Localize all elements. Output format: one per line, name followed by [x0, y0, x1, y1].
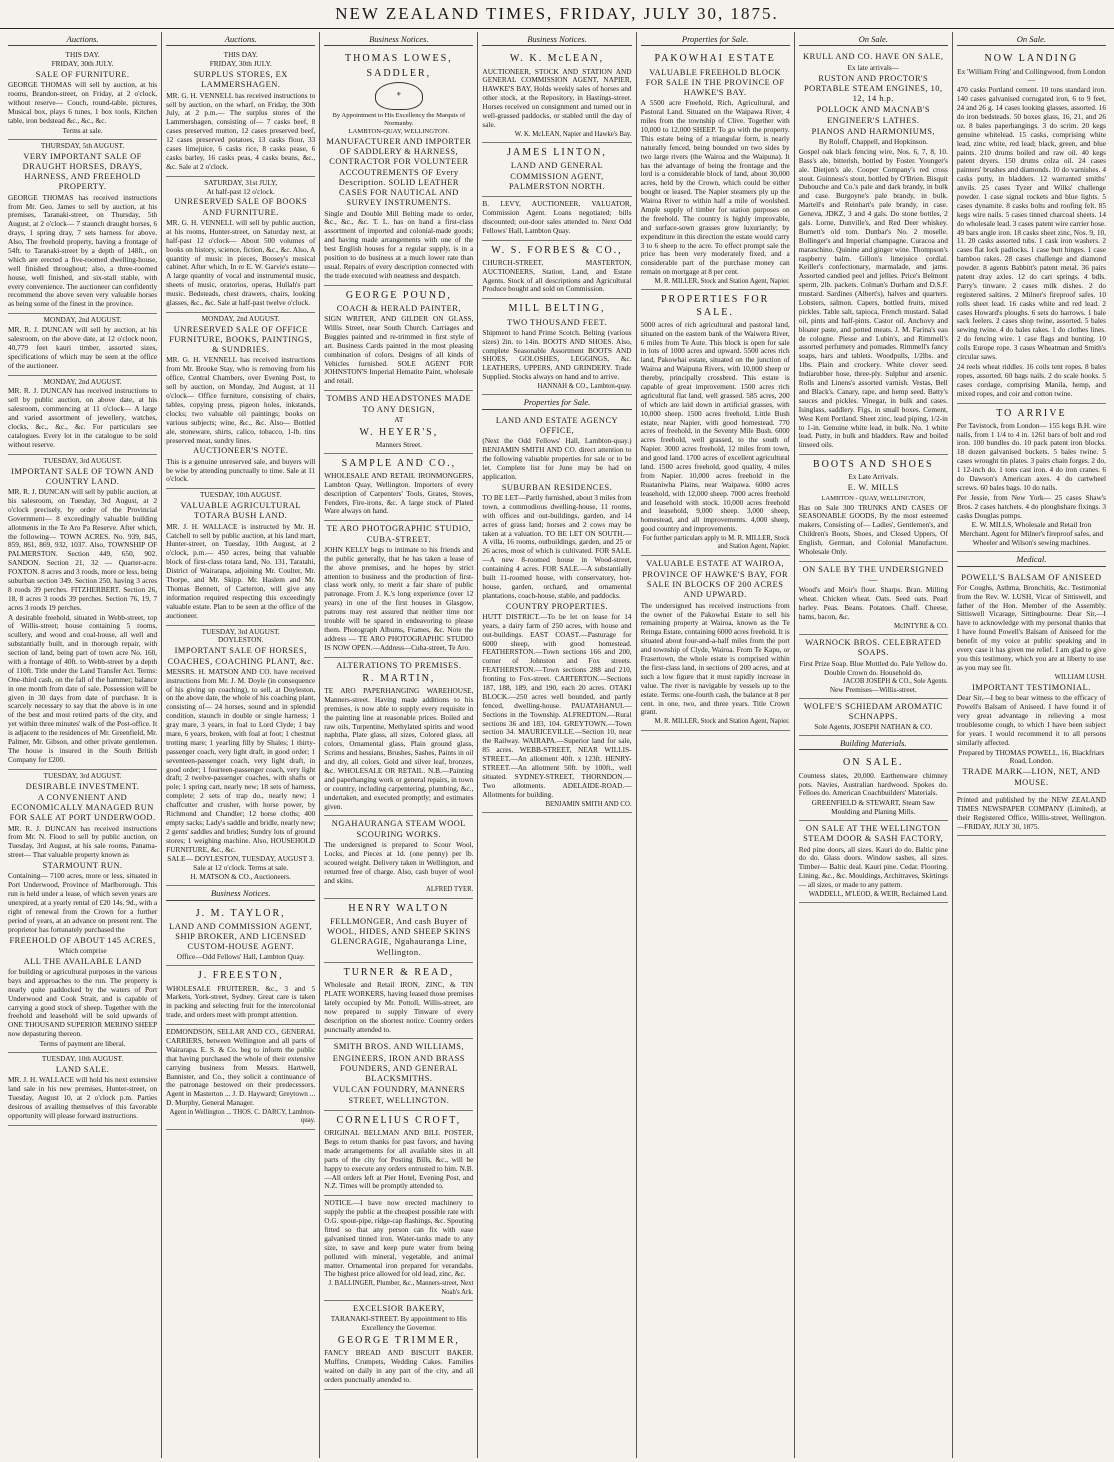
ad-date: TUESDAY, 10th AUGUST.: [200, 490, 282, 500]
ad-date: FRIDAY, 30th JULY.: [209, 59, 272, 69]
column-heading: Business Notices.: [324, 32, 473, 46]
ad-surplus-stores: [166, 49, 315, 176]
ad-item-1: RUSTON AND PROCTOR'S PORTABLE STEAM ENGINES, 10, 12, 14 h.p.: [803, 73, 943, 103]
ad-body: Has on Sale 300 TRUNKS AND CASES OF SEASONABLE GOODS, By the most esteemed makers, Consisting of— Ladies', Gentlemen's, and Children's Boots, Shoes, and Closed Uppers, Of English, German, and Colonial Manufacture. Wholesale Only.: [798, 502, 948, 556]
column-heading: Auctions.: [166, 32, 315, 46]
ad-body: MR. R. J. DUNCAN has received instructions to sell by public auction, on above date, at his salesroom, commencing at 11 o'clock— A large and varied assortment of jewellery, watches, clocks, &c., &c., &c. For particulars see catalogues. Every lot in the catalogue to be sold without reserve.: [8, 386, 158, 449]
ad-body: ENGINEERS, IRON AND BRASS FOUNDERS, AND GENERAL BLACKSMITHS.: [332, 1053, 465, 1084]
ad-freeston: [166, 966, 315, 1025]
ad-edmondson: [166, 1025, 315, 1130]
ad-body: MR. G. H. VENNELL has received instructions from Mr. Brooke Stay, who is removing from his office, Central Chambers, over Evening Post, to sell by auction, on Monday, 2nd August, at 11 o'clock— Office furniture, consisting of chairs, tables, copying press, pigeon holes, inkstands, clocks; two valuable oil paintings; books on various subjects; wine, &c., &c. Also— Bottled ale, stoneware, shirts, calico, tobacco, 1-lb. tins preserved meat, sundry lines.: [166, 355, 316, 445]
imprint-text: Printed and published by the NEW ZEALAND TIMES NEWSPAPER COMPANY (Limited), at their Registered Office, Willis-street, Wellington.—FRIDAY, JULY 30, 1875.: [956, 794, 1106, 831]
ad-title: EXCELSIOR BAKERY,: [353, 1303, 445, 1313]
ad-trade: COACH & HERALD PAINTER,: [336, 303, 461, 313]
ad-body: SIGN WRITER, AND GILDER ON GLASS, Willis Street, near South Church. Carriages and Buggies painted and re-trimmed in first style of art. Business Cards painted in the most pleasing combination of colors. Designs of all kinds of Vehicles furnished. SOLE AGENT FOR JOHNSTON'S Imperial Hematite Paint, wholesale and retail.: [324, 314, 474, 386]
ad-body: MR. J. H. WALLACE will hold his next extensive land sale in his new premises, Hunter-street, on Tuesday, August 10, at 2 o'clock p.m. Parties desirous of availing themselves of this favorable opportunity will please forward instructions.: [8, 1075, 158, 1120]
ad-name: HENRY WALTON: [348, 902, 450, 914]
ad-title: UNRESERVED SALE OF OFFICE FURNITURE, BOOKS, PAINTINGS, & SUNDRIES.: [169, 324, 313, 355]
masthead: [0, 0, 1114, 29]
column-heading: Properties for Sale.: [641, 32, 790, 46]
ad-photo-studio: [324, 521, 473, 657]
ad-body: WHOLESALE FRUITERER, &c., 3 and 5 Markets, York-street, Sydney. Great care is taken in packing and selecting fruit for the intercolonial trade, and orders meet with prompt attention.: [166, 983, 316, 1020]
section-heading: Properties for Sale.: [482, 395, 631, 409]
ad-body: MR. R. J. DUNCAN will sell by auction, at his salesroom, on the above date, at 12 o'clock noon, 40,779 feet kauri timber, assorted sizes, specifications of which may be seen at the office of the auctioneer.: [8, 325, 158, 370]
ad-ballinger: [324, 1196, 473, 1301]
ad-title: MILL BELTING,: [508, 303, 606, 315]
ad-body: Single and Double Mill Belting made to order, &c., &c., &c. T. L. has on hand a first-class assortment of imported and colonial-made goods; and having made arrangements with one of the best English houses for a regular supply, is in a position to do business at a much lower rate than usual. Repairs of every description connected with the trade executed with neatness and despatch.: [324, 208, 474, 280]
ad-signature: M. R. MILLER, Stock and Station Agent, Napier.: [654, 278, 790, 286]
ad-subtitle: TWO THOUSAND FEET.: [507, 317, 607, 327]
ad-warnock-soaps: [799, 635, 948, 698]
ad-list: Wood's and Moir's flour. Sharps. Bran. Milling wheat. Chicken wheat. Oats. Seed oats. Pearl barley. Peas. Beans. Potatoes. Chaff. Cheese, hams, bacon, &c.: [798, 585, 948, 622]
ad-place: DOYLESTON.: [217, 635, 264, 645]
ad-body: MR. J. H. WALLACE is instructed by Mr. H. Catchell to sell by public auction, at his land mart, Hunter-street, on Tuesday, 10th August, at 2 o'clock, p.m.— 450 acres, being that valuable block of first-class totara land, No. 131, Taratahi, District of Wairarapa, adjoining Mr. Coulter, Mr. Thorpe, and Mr. Skipp. Mr. Haslem and Mr. Thomas Bennett, of Carterton, will give any information required respecting this exceedingly valuable estate. Plan to be seen at the office of the auctioneer.: [166, 521, 316, 620]
ad-body: WHOLESALE AND RETAIL IRONMONGERS, Lambton Quay, Wellington. Importers of every description of Carpenters' Tools, Grates, Stoves, Fenders, Fire-irons, &c. A large stock of Plated Ware always on hand.: [324, 470, 474, 516]
ad-name: R. MARTIN,: [362, 672, 436, 684]
ad-signature: McINTYRE & CO.: [894, 622, 948, 630]
ad-body: B. LEVY, AUCTIONEER, VALUATOR, Commission Agent. Loans negotiated; bills discounted; out-door sales attended to. Next Odd Fellows' Hall, Lambton Quay.: [482, 199, 632, 235]
ad-signature: WILLIAM LUSH.: [1054, 673, 1106, 681]
ad-body: Wholesale and Retail IRON, ZINC, & TIN PLATE WORKERS, having leased those premises lately occupied by Mr. Pottoll, Willis-street, are now prepared to supply Tinware of every description on the shortest notice. Country orders punctually attended to.: [324, 980, 474, 1034]
ad-name: J. FREESTON,: [197, 970, 284, 982]
ad-title: LAND SALE.: [55, 1064, 110, 1074]
ad-signature: H. MATSON & CO., Auctioneers.: [190, 872, 291, 882]
ad-body: TE ARO PAPERHANGING WAREHOUSE, Manners-street. Having made additions to his premises, is now able to supply every requisite in the painting line at reasonable prices. Boiled and raw oils, Turpentine, Methylated spirits and wood naphtha, Plate glass, all sizes, Colored glass, all colors, Ornamental glass, Plain ground glass, Scrims and hessians, Brushes, Sashes, Paints in oil and dry, all colors, Gold and silver leaf, bronzes, &c. WHOLESALE OR RETAIL. N.B.—Painting and paperhanging work or general repairs, in town or country, including carpentering, plumbing, &c., undertaken, and executed promptly; and estimates given.: [324, 686, 474, 811]
column-5: [637, 32, 795, 1458]
ad-smith-bros: [324, 1039, 473, 1111]
ad-body: Per Tavistock, from London— 155 kegs B.H. wire nails, from 1 1/4 to 4 in. 1261 bars of bolt and rod iron. 100 bundles do. 10 pack patent iron blocks. 18 dozen galvanised buckets. 5 bales twine. 5 cases wrought tin plates. 3 pairs chain forges. 2 do, 1 12-inch do. 1 tons cast iron. 4 do iron cranes. 6 do Dawson's American axes. 4 do cartwheel screws. 60 bales bags. 10 do nails.: [956, 420, 1106, 492]
ad-forbes: [482, 241, 631, 300]
ad-mill-belting: [482, 299, 631, 395]
ad-body: The undersigned is prepared to Scour Wool, Locks, and Pieces at 1d. (one penny) per lb. scoured weight. Delivery taken in Wellington, and returned free of charge. Also, cash buyer of wool and skins.: [324, 839, 474, 885]
column-2: [162, 32, 320, 1458]
ad-body: TARANAKI-STREET. By appointment to His Excellency the Governor.: [330, 1314, 467, 1333]
imprint: [957, 793, 1106, 837]
ad-title: VALUABLE ESTATE AT WAIROA,: [646, 558, 785, 568]
ad-greenfield: [799, 753, 948, 821]
ad-pakowhai-estate: [641, 49, 790, 290]
ad-title: PROPERTIES FOR SALE.: [661, 294, 770, 318]
ad-thomas-lowes: [324, 49, 473, 285]
ad-body: FELLMONGER, And cash Buyer of WOOL, HIDES, AND SHEEP SKINS GLENCRAGIE, Ngahauranga Line, Wellington.: [327, 916, 471, 957]
ad-body: AUCTIONEER, STOCK AND STATION AND GENERAL COMMISSION AGENT, NAPIER, HAWKE'S BAY, Holds weekly sales of horses and other stock, at the Repository, in Hastings-street. Horses received on consignment and turned out in well-grassed paddocks, or stabled until the day of sale.: [482, 66, 632, 129]
ad-mclean: [482, 49, 631, 143]
ad-name: CORNELIUS CROFT,: [336, 1114, 462, 1126]
ad-name: GEORGE TRIMMER,: [337, 1334, 460, 1346]
ad-turner-read: [324, 963, 473, 1040]
ad-note-body: This is a genuine unreserved sale, and buyers will be wise by attending punctually to time. Sale at 11 o'clock.: [166, 456, 316, 484]
column-1: [4, 32, 162, 1458]
ad-title: WARNOCK BROS. CELEBRATED SOAPS.: [805, 638, 942, 658]
ad-title: WOLFE'S SCHIEDAM AROMATIC SCHNAPPS.: [803, 701, 943, 721]
ad-cornelius-croft: [324, 1111, 473, 1196]
ad-properties-for-sale: [641, 290, 790, 555]
ad-body: GEORGE THOMAS has received instructions from Mr. Geo. James to sell by auction, at his premises, Taranaki-street, on Thursday, 5th August, at 2 o'clock— 7 staunch draught horses, 6 drays, 1 spring dray, 7 sets harness for above. Also, The freehold property, having a frontage of 54ft. to Taranaki-street by a depth of 148ft., on which are erected a five-roomed dwelling-house, well finished throughout; also, a three-roomed house, well finished, and six-stall stable, with every convenience. The auctioneer can confidently recommend the above seven very valuable horses as being some of the finest in the province.: [8, 192, 158, 309]
ad-body-2: FANCY BREAD AND BISCUIT BAKER. Muffins, Crumpets, Wedding Cakes. Families waited on daily in any part of the city, and all orders punctually attended to.: [324, 1348, 474, 1384]
ad-important: IMPORTANT TESTIMONIAL.: [971, 682, 1091, 692]
ad-signature: BENJAMIN SMITH AND CO.: [545, 800, 632, 808]
ad-title: NGAHAURANGA STEAM WOOL SCOURING WORKS.: [331, 819, 466, 839]
ad-body: (Next the Odd Fellows' Hall, Lambton-quay.) BENJAMIN SMITH AND CO. direct attention to the following valuable properties for sale or to be let. Complete list for June may be had on application.: [482, 436, 632, 481]
ad-subtitle: Ex late arrivals—: [847, 62, 899, 72]
ad-title: UNRESERVED SALE OF BOOKS AND FURNITURE.: [174, 197, 308, 217]
ad-books-furniture: [166, 177, 315, 313]
ad-body: EDMONDSON, SELLAR AND CO., GENERAL CARRIERS, between Wellington and all parts of Wairarapa. E. S. & Co. beg to inform the public that having purchased the whole of their extensive carrying business from Messrs. Hartwell, Bannister, and Co., they solicit a continuance of the patronage bestowed on their predecessors. Agent in Masterton ... J. D. Hayward; Greytown ... D. Murphy, General Manager.: [166, 1027, 316, 1108]
ad-date: TUESDAY, 3rd AUGUST.: [43, 770, 122, 780]
ad-excelsior-bakery: [324, 1301, 473, 1390]
ad-title: KRULL AND CO. HAVE ON SALE,: [803, 52, 944, 62]
ad-list: First Prize Soap. Blue Mottled do. Pale Yellow do. Double Crown do. Household do.: [799, 658, 948, 677]
ad-name: SMITH BROS. AND WILLIAMS,: [333, 1042, 464, 1052]
ad-terms: Terms of payment are liberal.: [39, 1039, 126, 1049]
ad-doyleston-horses: [166, 626, 315, 887]
ad-henry-walton: [324, 899, 473, 963]
ad-jewellery: [8, 376, 157, 455]
ad-james-linton: [482, 143, 631, 197]
ad-subtitle: Ex 'William Fring' and Collingwood, from London—: [957, 66, 1106, 85]
ad-name: W. HEYER'S,: [359, 426, 439, 438]
ad-body: Countess slates, 20,000. Earthenware chimney pots. Navies, Australian hardwood. Spokes do. Felloes do. American Coachbuilders' Materials.: [798, 770, 948, 798]
ad-list-2: 24 reels wheat riddles. 16 coils tent ropes. 8 bales ropes, assorted. 60 bags nails. 2 do scale hooks. 5 cases cordage, comprising Manila, hemp, and mixed ropes, and coir and cotton twine.: [956, 361, 1106, 398]
ad-office: Office—Odd Fellows' Hall, Lambton Quay.: [176, 952, 305, 962]
ad-property-name: STARMOUNT RUN.: [42, 861, 123, 871]
ad-title: ON SALE BY THE UNDERSIGNED—: [802, 564, 944, 585]
ad-name: GEORGE POUND,: [345, 289, 452, 301]
ad-day: THIS DAY.: [65, 50, 100, 60]
ad-subtitle: Ex Late Arrivals.: [848, 472, 899, 482]
masthead-title: NEW ZEALAND TIMES, FRIDAY, JULY 30, 1875.: [335, 4, 779, 23]
ad-sub-heading-2: COUNTRY PROPERTIES.: [505, 601, 609, 611]
ad-date: FRIDAY, 30th JULY.: [51, 59, 114, 69]
column-heading: Business Notices.: [482, 32, 631, 46]
ad-name: THOMAS LOWES,: [345, 53, 453, 65]
column-6: [795, 32, 953, 1458]
ad-boots-shoes: [799, 455, 948, 562]
ad-signature: HANNAH & CO., Lambton-quay.: [537, 383, 632, 391]
ad-body: LAND AND COMMISSION AGENT, SHIP BROKER, AND LICENSED CUSTOM-HOUSE AGENT.: [169, 921, 313, 952]
ad-body: Shipment to hand Prime Scotch. Belting (various sizes) 2in. to 14in. BOOTS AND SHOES. Also, complete Seasonable Assortment BOOTS AND SHOES, GOLOSHES, LEGGINGS, &c. LEATHERS, UPPERS, AND GRINDERY. Trade Supplied. Stocks always on hand and to arrive.: [482, 327, 632, 382]
ad-trade: SADDLER,: [366, 67, 432, 79]
ad-day: THIS DAY.: [223, 50, 258, 60]
ad-list: TO BE LET—Partly furnished, about 3 miles from town, a commodious dwelling-house, 11 rooms, with offices and out-buildings, garden, and 14 acres of grass land; horses and 2 cows may be taken at a valuation. TO BE LET ON SOUTH.—A villa, 16 rooms, outbuildings, garden, and 25 or 26 acres, most of which is cultivated. FOR SALE.—A new 8-roomed house in Wood-street, containing 4 acres. FOR SALE.—A substantially built 11-roomed house, with conservatory, hot-house, garden, orchard, and ornamental plantations, coach-house, stable, and paddocks.: [482, 492, 632, 600]
ad-date: THURSDAY, 5th AUGUST.: [40, 140, 125, 150]
ad-title: TOMBS AND HEADSTONES MADE TO ANY DESIGN,: [326, 394, 472, 414]
ad-date: SATURDAY, 31st JULY,: [204, 177, 278, 187]
ad-body: GEORGE THOMAS will sell by auction, at his rooms, Brandon-street, on Friday, at 2 o'clock, without reserve— Couch, round-table, pictures, Musical box, plays 6 tunes, 1 box tools, Kitchen table, iron bedstead &c., &c., &c.: [8, 80, 158, 125]
ad-name: J. M. TAYLOR,: [195, 907, 286, 919]
ad-signature: Sole Agents, JOSEPH NATHAN & CO.: [814, 722, 933, 732]
ad-signature: J. BALLINGER, Plumber, &c., Manners-street, Next Noah's Ark.: [328, 1280, 474, 1296]
ad-draught-horses: [8, 140, 157, 314]
ad-date: TUESDAY, 3rd AUGUST.: [43, 455, 122, 465]
ad-name: TURNER & READ,: [343, 966, 455, 978]
ad-item-2: POLLOCK AND MACNAB'S ENGINEER'S LATHES.: [816, 105, 930, 125]
ad-name: W. S. FORBES & CO.,: [491, 244, 623, 256]
ad-wolfe-schnapps: [799, 699, 948, 736]
ad-address: LAMBTON - QUAY, WELLINGTON,: [821, 494, 926, 502]
ad-body-3: for building or agricultural purposes in the various bays and approaches to the run. The property is nearly quite paddocked by the waters of Port Underwood and Cook Strait, and is capable of carrying a good stock of sheep. Together with the freehold and leasehold will be sold upwards of ONE THOUSAND SUPERIOR MERINO SHEEP now depasturing thereon.: [8, 967, 158, 1039]
ad-title: SALE OF FURNITURE.: [35, 70, 130, 80]
ad-wairoa-estate: [641, 556, 790, 731]
ad-agent: Agent in Wellington ... THOS. C. DARCY, Lambton-quay.: [169, 1109, 316, 1125]
ad-r-martin: [324, 658, 473, 817]
ad-name: SAMPLE AND CO.,: [341, 457, 457, 469]
ad-list: Red pine doors, all sizes. Kauri do do. Baltic pine do do. Glass doors. Window sashes, all sizes. Timber— Baltic deal. Kauri pine. Cedar. Flooring. Lining, &c., &c. Mouldings, Architraves, Skirtings — all sizes, or made to any pattern.: [798, 844, 948, 890]
ad-title: TE ARO PHOTOGRAPHIC STUDIO, CUBA-STREET.: [326, 524, 472, 544]
ad-time: At half-past 12 o'clock.: [206, 186, 275, 196]
ad-title: MANUFACTURER AND IMPORTER OF SADDLERY & HARNESS, CONTRACTOR FOR VOLUNTEER ACCOUTREMENTS OF Every Description. SOLID LEATHER CASES FOR NAUTICAL AND SURVEY INSTRUMENTS.: [326, 136, 472, 208]
ad-title: NOW LANDING: [984, 53, 1079, 65]
ad-body: 5000 acres of rich agricultural and pastoral land, situated on the eastern bank of the Waiwera River, 6 miles from Te Aute. This block is open for sale in lots of 1000 acres and upward. 5500 acres rich land, Pakowhai estate, situated on the junction of Wairoa and Waipuna Rivers, with 10,000 sheep or thereby, principally crossbred. This estate is capable of great improvement. 1500 acres rich agricultural flat land, well grassed. 585 acres, 200 of which are laid down in artificial grasses, with 10,000 sheep. 1500 acres freehold, Little Bush estate, near Napier, with good homestead. 770 acres of freehold, in the Seventy Mile Bush. 6000 acres freehold, well grassed, to the south of Napier. 3000 acres freehold, 12 miles from town, and good land. 1700 acres of excellent agricultural land. 1500 acres freehold, good quality, 4 miles from Napier. 10,000 acres freehold in the Ruataniwha Plains, near Waipawa. 6000 acres leasehold, with 12,000 sheep. 7000 acres freehold and leasehold with stock. 10,000 acres freehold and leasehold, 9,000 sheep. 3,000 sheep, homestead, and all improvements. 4,000 sheep, good country and improvements.: [640, 319, 790, 534]
royal-arms-icon: ⚜: [375, 82, 423, 110]
ad-signature: ALFRED TYER.: [425, 886, 474, 894]
section-heading: Business Notices.: [166, 886, 315, 900]
ad-title: VALUABLE AGRICULTURAL TOTARA BUSH LAND.: [180, 501, 301, 521]
ad-door-sash-factory: [799, 821, 948, 903]
ad-address: New Premises—Willis-street.: [829, 684, 917, 694]
ad-title: IMPORTANT SALE OF HORSES, COACHES, COACHING PLANT, &c.: [167, 646, 314, 666]
ad-works: VULCAN FOUNDRY, MANNERS STREET, WELLINGTON.: [332, 1085, 466, 1105]
ad-b-levy: [482, 197, 631, 241]
ad-body: MR. R. J. DUNCAN has received instructions from Mr. N. Flood to sell by public auction, on Tuesday, 3rd August, at his sale rooms, Panama-street— That valuable property known as: [8, 823, 158, 860]
ad-body-2: A desirable freehold, situated in Webb-street, top of Willis-street; house containing 5 rooms, scullery, and wood and coal-house, all well and substantially built, and in thorough repair, with section of land, being part of town acre No. 160, with a frontage of 40ft. to Webb-street by a depth of 110ft. Title under the Land Transfer Act. Terms: One-third cash, on the fall of the hammer; balance in one month from date of sale. Possession will be given in 30 days from date of purchase. It is scarcely necessary to say that the above is in one of the best and most retired parts of the city, and yet within three minutes' walk of the Post-office. It is adjacent to the residences of Mr. Greenfield, Mr. Palmer, Mr. Gibson, and other private gentlemen. The house is insured in the South British Company for £200.: [8, 612, 158, 764]
ad-town-country-land: [8, 455, 157, 770]
ad-note-title: AUCTIONEER'S NOTE.: [193, 446, 289, 456]
ad-body: CHURCH-STREET, MASTERTON, AUCTIONEERS, Station, Land, and Estate Agents. Stock of all descriptions and Agricultural Produce bought and sold on Commission.: [482, 257, 632, 294]
ad-list: 470 casks Portland cement. 10 tons standard iron. 140 cases galvanised corrugated iron, 6 to 9 feet, 24 and 26 g. 14 cases looking glasses, assorted. 16 do iron bedsteads. 50 boxes glass, 16, 21, and 26 oz. 8 bales paperhangings. 3 do scrim. 20 kegs genuine whitelead. 15 casks, comprising white lead, zinc white, red lead; black, green, and blue paints. 210 drums boiled and raw oil. 40 kegs patent dryers. 150 drums colza oil. 24 cases painters' brushes and diamonds. 10 do varnishes. 4 casks putty, in bladders. 12 warranted smiths' anvils. 25 cases Tyzer and Wilks' challenge powder. 1 case signal rockets and blue lights. 5 cases dynamite. 8 casks bolts and roofing felt. 85 kegs wire nails. 5 cases tinned charcoal sheets. 14 do wholesale lead. 3 cases patent wire carrier hose. 49 bars angle iron. 18 casks sheet zinc, Nos. 9, 10, 11. 20 casks assorted tubs. 1 cask iron washers. 2 cases flat lock padlocks. 1 case butt hinges. 1 case bamboo rakes. 28 cases challenge and diamond powder. 8 agents Babbitt's patent metal. 36 pairs patent dray axles. 12 do cart springs. 4 bdls. Parry's tinware. 2 cases milk dishes. 2 do registered saltires. 2 Milner's fireproof safes. 10 rolls sheet lead. 16 casks white and red lead. 2 cases Howard's ploughs. 6 sets do harrows. 1 bale sack feelers. 2 cases shop twine, assorted. 5 bales sewing twine. 4 do bales rakes. 1 do clothes lines. 2 do fencing wire. 1 case flags and bunting. 10 coils Europe rope. 3 cases Wheatman and Smith's circular saws.: [956, 85, 1106, 362]
ad-body: For Coughs, Asthma, Bronchitis, &c. Testimonial from the Rev. W. LUSH, Vicar of Sittiswell, and father of the Hon. Member of the Assembly. Sittiswell Vicarage, Sittingbourne. Dear Sir,—I have to acknowledge with my personal thanks that I have found Powell's Balsam of Aniseed for the benefit of my voice at public speaking and in every case it has given me relief. I am glad to give you this testimony, which you are at liberty to use as you may see fit.: [956, 582, 1106, 672]
ad-subtitle: VALUABLE FREEHOLD BLOCK FOR SALE IN THE PROVINCE OF HAWKE'S BAY.: [645, 67, 785, 98]
ad-date: MONDAY, 2nd AUGUST.: [201, 313, 280, 323]
ad-body: MR. G. H. VENNELL will sell by public auction, at his rooms, Hunter-street, on Saturday next, at half-past 12 o'clock— About 500 volumes of books on history, science, fiction, &c., &c. Also, A quantity of music in pieces, Boosey's musical cabinet. After which, In re E. W. Garvie's estate— A large quantity of vocal and instrumental music, sheets of music, oratorios, operas, Hullah's part music. Bedsteads, chest drawers, chairs, looking glasses, &c., &c. Sale at half-past twelve o'clock.: [166, 217, 316, 307]
ad-sale-of-furniture: [8, 49, 157, 139]
ad-title: ON SALE AT THE WELLINGTON STEAM DOOR & SASH FACTORY,: [803, 824, 944, 844]
section-heading: Building Materials.: [799, 736, 948, 750]
ad-desirable-investment: [8, 770, 157, 1053]
ad-body: LAND AND GENERAL COMMISSION AGENT, PALMERSTON NORTH.: [509, 161, 605, 191]
ad-wool-scouring: [324, 816, 473, 898]
ad-name: JAMES LINTON,: [507, 147, 607, 159]
ad-name: W. K. McLEAN,: [509, 53, 605, 65]
ad-signature: W. K. McLEAN, Napier and Hawke's Bay.: [514, 130, 632, 138]
ad-date: MONDAY, 2nd AUGUST.: [43, 315, 122, 325]
ad-signature: JACOB JOSEPH & CO., Sole Agents.: [842, 677, 948, 685]
column-4: [478, 32, 636, 1458]
column-7: [953, 32, 1110, 1458]
ad-sub-heading: SUBURBAN RESIDENCES.: [501, 482, 613, 492]
ad-signature: WADDELL, M'LEOD, & WEIR, Reclaimed Land.: [808, 891, 948, 899]
ad-signature: E. W. MILLS, Wholesale and Retail Iron Merchant. Agent for Milner's fireproof safes, and Wheeler and Wilson's sewing machines.: [959, 520, 1104, 548]
ad-title: TO ARRIVE: [996, 407, 1067, 419]
ad-at: AT: [394, 414, 404, 424]
ad-title: LAND AND ESTATE AGENCY OFFICE,: [495, 415, 619, 435]
ad-signature: M. R. MILLER, Stock and Station Agent, Napier.: [654, 718, 790, 726]
ad-body-2: Dear Sir,—I beg to bear witness to the efficacy of Powell's Balsam of Aniseed. I have found it of very great advantage in relieving a most troublesome cough, to which I have been subject for years. I would recommend it to all persons similarly affected.: [956, 693, 1106, 747]
ad-list: Gospel oak black fencing wire, Nos. 6, 7, 8, 10. Bass's ale, bitterish, bottled by Foster. Younger's ale. Dietjen's ale. Cooper Company's red cross stout. Guinness's stout, bottled by O'Brien. Bisquit Dubouche and Co.'s pale and dark brandy, in bulk and case. Burgoyne's pale brandy, in bulk. Martell's and Reinhart's pale brandy, in case. Geneva, JDKZ, 3 and 4 gals. Do stone bottles, 2 gals. Lorne, Dunville's, and Red Deer whiskey. Burnett's old tom. Dunbar's No. 2 moselle. Bollinger's and Imperial champagne. Curacoa and maraschino. Quinine and ginger wine. Thompson's raspberry balm. Gillon's limejuice cordial. Keiller's confectionary, marmalade, and jams. Assorted candied peel and jellies. Price's Belmont sperm, 2lb. packets. Colman's Durham and D.S.F. mustard. Sardines (Albert's), halves and quarters. Lobsters, salmon. Capers, bottled fruits, mixed pickles. Table salt, tapioca, French mustard. Salad oil, pints and half-pints. Castor oil. Anchovy and bloater paste, and potted meats. J. M. Farina's eau de cologne. Piesse and Lubin's, and Rimmell's assorted perfumery and pomades. Rimmell's fancy soaps, bars and tablets. Woodpulls, 1/2lbs. and 1lbs. Plain and crockery. White clover seed. Indiarubber hose, three-ply. Sulphur and arsenic. Rolls and Linens's assorted varnish. Vestas, Bell and Black's. Canary, rape, and hemp seed. Batty's sauces and pickles. Vinegar, in bulk and cases. Isinglass, saddlery. Figs, in small boxes. Cement, West Kent Portland. Sheet zinc, lead piping, 1/2-in to 1-in. Genuine white lead, in bulk. No. 1 white lead. Putty, in bulk and bladders. Raw and boiled linseed oils.: [798, 146, 948, 450]
ad-george-pound: [324, 286, 473, 392]
ad-title: VERY IMPORTANT SALE OF DRAUGHT HORSES, DRAYS, HARNESS, AND FREEHOLD PROPERTY.: [22, 151, 143, 192]
ad-sample-co: [324, 454, 473, 522]
ad-krull: [799, 49, 948, 455]
ad-address: Manners Street.: [375, 439, 422, 449]
ad-body: MESSRS. H. MATSON AND CO. have received instructions from Mr. J. M. Doyle (in consequence of his giving up coaching), to sell, at Doyleston, on the above date, the whole of his coaching plant, consisting of— 24 horses, sound and in splendid condition, staunch in double or single harness; 1 gray mare, 3 years, in foal to Lord Clyde; 1 bay mare, 6 years, broken, with foal at foot; 1 chestnut trotting mare; 1 yearling filly by Shales; 1 thirty-passenger coach, very light draft, in good order; 1 seventeen-passenger coach, very light draft, in good order; 1 fourteen-passenger coach, very light draft; 2 twelve-passenger coaches, with shafts or pole; 1 spring cart, nearly new; 18 sets of harness, complete; 2 sets of trap do., nearly new; 1 chaffcutter and crusher, with horse power, by Richmond and Chandler; 12 horse cloths; 400 empty sacks; Lady's saddle and bridle, nearly new; 2 gents' saddles and bridles; Sundry lots of ground stores; 1 weighing machine. Also, HOUSEHOLD FURNITURE, &c., &c.: [166, 666, 316, 854]
ad-title: IMPORTANT SALE OF TOWN AND COUNTRY LAND.: [11, 466, 155, 486]
ad-mcintyre: [799, 562, 948, 635]
ad-date: TUESDAY, 10th AUGUST.: [41, 1054, 124, 1064]
ad-body: ORIGINAL BELLMAN AND BILL POSTER, Begs to return thanks for past favors, and having made arrangements for all available sites in all parts of the city for Posting Bills, &c., will be happy to execute any orders entrusted to him. N.B.—All orders left at Pier Hotel, Evening Post, and N.Z. Times will be promptly attended to.: [324, 1128, 474, 1191]
ad-body: A 5500 acre Freehold, Rich, Agricultural, and Pastoral Land. Situated on the Waipawa River, 4 miles from the township of Clive. Together with 10,000 to 12,000 SHEEP. To go with the property. This estate being of a triangular form, is nearly naturally fenced, being bounded on two sides by two large rivers (the Wairoa and the Waipuna). It has the advantage of being the frontage and the lord is a considerable block of land, about 30,000 acres, held by the Crown, which could be either bought or leased. The Napier steamers ply up the Wairoa River to within half a mile of woolshed. Ample supply of timber for station purposes on the freehold. The country is highly improvable, and surface-sown grasses grow luxuriantly; by expenditure in this direction the estate would carry 3 to 6 sheep to the acre. To effect prompt sale the price has been very moderately fixed, and a considerable part of the purchase money can remain on mortgage at 8 per cent.: [640, 98, 790, 277]
ad-address: LAMBTON-QUAY, WELLINGTON.: [348, 127, 450, 135]
columns: [4, 32, 1110, 1458]
ad-title: SURPLUS STORES, EX LAMMERSHAGEN.: [193, 70, 288, 90]
column-heading: On Sale.: [957, 32, 1106, 46]
ad-body: MR. R. J. DUNCAN will sell by public auction, at his salesroom, on Tuesday, 3rd August, at 2 o'clock precisely, by order of the Provincial Government— 8 exceedingly valuable building allotments in the Te Aro Pa Reserve. After which, the following— TOWN ACRES. No. 939, 845, 859, 861, 869, 932, 1037. Also, TOWNSHIP OF PALMERSTON. Section 449, 650, 902. SANDON. Section 21, 32 — Quarter-acre. FOXTON. 8 acres and 3 roods, more or less, being suburban section 349. Section 250, having 3 acres 8 roods 39 perches. FITZHERBERT. Section 26, 18, 8 acres 3 roods 39 perches. Section 76, 19, 7 acres 3 roods 19 perches.: [8, 487, 158, 612]
ad-freehold: FREEHOLD OF ABOUT 145 ACRES,: [9, 935, 156, 945]
ad-title: ALTERATIONS TO PREMISES.: [336, 660, 462, 670]
ad-which: Which comprise: [58, 945, 107, 955]
ad-item-3: PIANOS AND HARMONIUMS,: [811, 126, 935, 136]
ad-office-furniture: [166, 313, 315, 489]
ad-title: BOOTS AND SHOES: [812, 459, 934, 471]
ad-body: MR. G. H. VENNELL has received instructions to sell by auction, on the wharf, on Friday, the 30th July, at 2 p.m.— The surplus stores of the Lammershagen, consisting of— 7 casks beef, 8 cases preserved mutton, 12 cases preserved beef, 12 cases preserved potatoes, 13 casks flour, 33 cases limejuice, 6 casks rice, 8 casks pease, 6 casks barley, 16 casks peas, 4 casks beans, &c., &c. Sale at 2 o'clock.: [166, 90, 316, 171]
ad-body: NOTICE.—I have now erected machinery to supply the public at the cheapest possible rate with O.G. spout-pipe, ridge-cap flashings, &c. Spouting fitted so that any person can fix with ease galvanised tinned iron. Water-tanks made to any size, to save and keep pure water from being polluted with mineral, vegetable, and animal matter. Ornamental iron prepared for verandahs. The highest price allowed for old lead, zinc, &c.: [324, 1198, 474, 1279]
ad-body: JOHN KELLY begs to intimate to his friends and the public generally, that he has taken a lease of the above premises, and he hopes by strict attention to business and the production of first-class work only, to merit a fair share of public patronage. From J. K.'s long experience (over 12 years) in one of the first houses in Glasgow, patrons may rest assured that neither time nor trouble will be spared in endeavoring to please them. Photograph Albums, Frames, &c. Note the address — TE ARO PHOTOGRAPHIC STUDIO IS NOW OPEN.—Address—Cuba-street, Te Aro.: [324, 544, 474, 652]
ad-to-arrive: [957, 404, 1106, 553]
ad-date: TUESDAY, 3rd AUGUST.: [201, 626, 280, 636]
ad-signature: For further particulars apply to M. R. MILLER, Stock and Station Agent, Napier.: [642, 535, 790, 551]
ad-now-landing: [957, 49, 1106, 403]
ad-title: PAKOWHAI ESTATE: [654, 53, 776, 65]
ad-tombs: [324, 391, 473, 453]
column-3: [320, 32, 478, 1458]
column-heading: On Sale.: [799, 32, 948, 46]
ad-land-sale: [8, 1053, 157, 1126]
ad-estate-agency: [482, 413, 631, 813]
ad-date: MONDAY, 2nd AUGUST.: [43, 376, 122, 386]
ad-subtitle: A CONVENIENT AND ECONOMICALLY MANAGED RUN FOR SALE AT PORT UNDERWOOD.: [9, 792, 156, 823]
ad-title: ON SALE.: [843, 757, 904, 769]
ad-available-land: ALL THE AVAILABLE LAND: [23, 956, 142, 966]
ad-powells-balsam: [957, 570, 1106, 793]
ad-subtitle: PROVINCE OF HAWKE'S BAY, FOR SALE IN BLOCKS OF 200 ACRES AND UPWARD.: [642, 569, 789, 600]
ad-taylor: [166, 904, 315, 967]
ad-appointment: By Appointment to His Excellency the Marquis of Normanby.: [332, 111, 466, 127]
ad-list-2: HUTT DISTRICT.—To be let on lease for 14 years, a dairy farm of 250 acres, with house and out-buildings. EAST COAST.—Pasturage for 6000 sheep, with good homestead. FEATHERSTON.—Town sections 166 and 200, corner of Johnston and Fox streets. FEATHERSTON.—Town sections 288 and 210, fronting to Fox-street. CARTERTON.—Sections 187, 188, 189, and 190, each 20 acres. OTAKI BLOCK.—250 acres well bounded, and partly fenced, dwelling-house. PAUATAHANUI.—Sections in the Township. ALFREDTON.—Rural sections 36 and 183, 104. GREYTOWN.—Town section 34. MAURICEVILLE.—Section 10, near the Railway. WAIRAPA.—Superior land for sale, 85 acres. WEBB-STREET, NEAR WILLIS-STREET.—An allotment 40ft. x 123ft. HENRY-STREET.—An allotment 50ft. by 100ft., well situated. SYDNEY-STREET, THORNDON.—Two allotments. ADELAIDE-ROAD.—Allotments for building.: [482, 611, 632, 799]
ad-kauri-timber: [8, 314, 157, 375]
ad-sale-info: SALE— DOYLESTON, TUESDAY, AUGUST 3. Sale at 12 o'clock. Terms at sale.: [167, 854, 315, 873]
section-heading: Medical.: [957, 552, 1106, 566]
ad-trade-mark: TRADE MARK—LION, NET, AND MOUSE.: [962, 767, 1101, 787]
ad-terms: Terms at sale.: [62, 125, 103, 135]
ad-body-2: Per Jessie, from New York— 25 cases Shaw's Bros. 2 cases hatchets. 4 do ploughshare fixings. 3 casks Douglas pumps.: [956, 492, 1106, 520]
ad-signature: GREENFIELD & STEWART, Steam Saw Moulding and Planing Mills.: [811, 798, 935, 817]
ad-item-4: By Roloff, Chappell, and Hopkinson.: [818, 137, 928, 146]
ad-title: DESIRABLE INVESTMENT.: [25, 781, 140, 791]
ad-name: E. W. MILLS: [847, 483, 899, 493]
ad-body: The undersigned has received instructions from the owner of the Pakowhai Estate to sell his remaining property at Wairoa, known as the Te Reinga Estate, containing 6000 acres freehold. It is situated about four-and-a-half miles from the port and township of Clyde, Wairoa. From Te Kapu, or Frasertown, the whole estate is comprised within the first-class land, in sections of 200 acres, and at such a low figure that it must rapidly increase in value. The river is navigable by vessels up to the estate. Terms: one-fourth cash, the balance at 8 per cent. in one, two, and three years. Title Crown grant.: [640, 600, 790, 717]
ad-title: POWELL'S BALSAM OF ANISEED: [961, 572, 1102, 582]
ad-body-2: Containing— 7100 acres, more or less, situated in Port Underwood, Province of Marlborough. This run is held under a lease, of which seven years are unexpired, at a yearly rental of £20 14s. 9d., with a right of renewal from the Crown for a further period of years, at an advance on present rent. The proprietor has fortunately purchased the: [8, 871, 158, 934]
column-heading: Auctions.: [8, 32, 157, 46]
ad-prepared: Prepared by THOMAS POWELL, 16, Blackfriars Road, London.: [958, 747, 1105, 766]
ad-totara-bush-land: [166, 489, 315, 625]
